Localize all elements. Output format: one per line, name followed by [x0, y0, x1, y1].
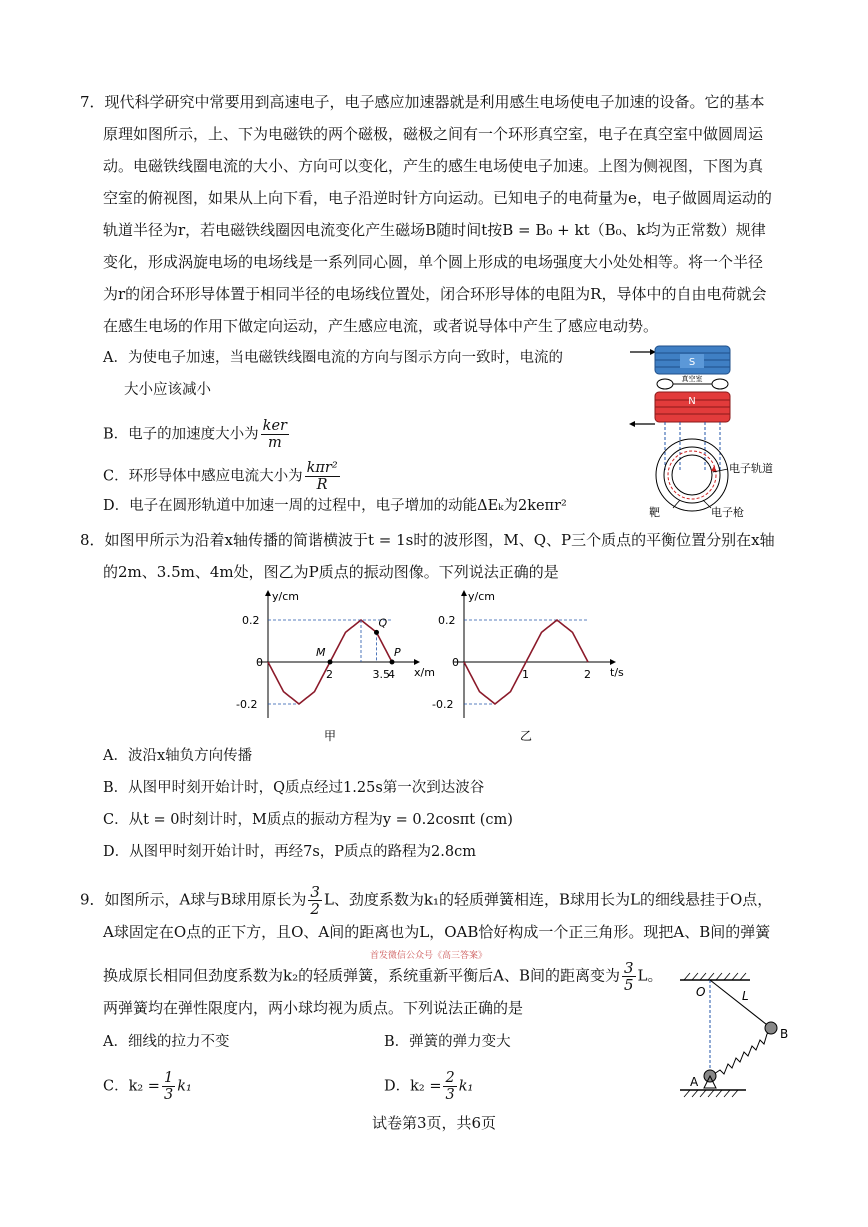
point-marker: [328, 660, 333, 665]
x-axis-label: x/m: [414, 666, 435, 679]
point-marker: [374, 630, 379, 635]
gun-label: 电子枪: [711, 506, 744, 519]
chart-caption: 甲: [324, 729, 337, 743]
q7-line: 为r的闭合环形导体置于相同半径的电场线位置处，闭合环形导体的电阻为R，导体中的自由电荷就会: [103, 285, 767, 303]
q7-option-c[interactable]: [103, 460, 342, 493]
ball-b-label: B: [780, 1027, 789, 1041]
q9-text: 换成原长相同但劲度系数为k₂的轻质弹簧，系统重新平衡后A、B间的距离变为: [103, 966, 620, 985]
option-text: C．k₂ =: [103, 1078, 160, 1095]
q8-option-a[interactable]: A．波沿x轴负方向传播: [103, 748, 253, 764]
q8-line: 8．如图甲所示为沿着x轴传播的简谐横波于t = 1s时的波形图，M、Q、P三个质点的平衡位置分别在x轴: [80, 531, 775, 549]
y-axis-label: y/cm: [272, 590, 299, 603]
q9-text: 9．如图所示，A球与B球用原长为: [80, 890, 307, 909]
q9-line-4: 两弹簧均在弹性限度内，两小球均视为质点。下列说法正确的是: [103, 999, 524, 1017]
s-pole-coil: [655, 346, 730, 374]
s-label: S: [688, 357, 696, 368]
y-tick-label: 0.2: [438, 614, 456, 627]
option-text: k₁: [458, 1078, 474, 1095]
q9-text: L。: [637, 966, 663, 985]
q9-line-2: A球固定在O点的正下方，且O、A间的距离也为L，OAB恰好构成一个正三角形。现把A、B间的弹簧: [103, 923, 771, 941]
q9-option-a[interactable]: A．细线的拉力不变: [103, 1034, 230, 1050]
point-marker: [390, 660, 395, 665]
x-tick-label: 1: [522, 668, 529, 681]
ball-a-label: A: [690, 1075, 699, 1089]
x-axis-label: t/s: [610, 666, 624, 679]
y-axis-arrow: [461, 590, 467, 596]
q7-line: 动。电磁铁线圈电流的大小、方向可以变化，产生的感生电场使电子加速。上图为侧视图，下图为真: [103, 157, 764, 175]
option-text: D．k₂ =: [384, 1078, 442, 1095]
q7-line: 空室的俯视图，如果从上向下看，电子沿逆时针方向运动。已知电子的电荷量为e，电子做圆周运动的: [103, 189, 772, 207]
option-text: B．电子的加速度大小为: [103, 426, 259, 443]
y-tick-label: 0.2: [242, 614, 260, 627]
vacuum-label: 真空室: [681, 375, 703, 383]
orbit-label: 电子轨道: [729, 462, 773, 475]
x-axis-arrow: [610, 659, 616, 665]
chart-caption: 乙: [520, 729, 533, 743]
q7-line: 轨道半径为r，若电磁铁线圈因电流变化产生磁场B随时间t按B = B₀ + kt（B₀、k均为正常数）规律: [103, 221, 766, 239]
q9-text: L、劲度系数为k₁的轻质弹簧相连，B球用长为L的细线悬挂于O点，: [323, 890, 773, 909]
point-label: P: [394, 646, 401, 659]
point-label: M: [316, 646, 326, 659]
x-axis-arrow: [414, 659, 420, 665]
q9-option-d[interactable]: [384, 1070, 473, 1103]
wave-graph-jia: [232, 588, 435, 743]
q7-figure: [625, 340, 795, 520]
q7-option-a-cont: 大小应该减小: [124, 382, 211, 398]
option-text: C．环形导体中感应电流大小为: [103, 468, 303, 485]
y-tick-label: 0: [452, 656, 459, 669]
n-pole-coil: [655, 392, 730, 422]
y-tick-label: 0: [256, 656, 263, 669]
fraction: $\frac{\text{ker}}{m}$: [262, 418, 287, 451]
y-tick-label: -0.2: [236, 698, 258, 711]
x-tick-label: 3.5: [372, 668, 390, 681]
top-view: [656, 439, 728, 511]
length-l-label: L: [742, 989, 749, 1003]
option-text: k₁: [177, 1078, 192, 1095]
q7-option-b[interactable]: [103, 418, 291, 451]
fraction: $\frac{1}{3}$: [163, 1070, 174, 1103]
q9-option-b[interactable]: B．弹簧的弹力变大: [384, 1034, 511, 1050]
watermark: 首发微信公众号《高三答案》: [370, 951, 488, 961]
vibration-graph-yi: [428, 588, 628, 743]
q7-line: 在感生电场的作用下做定向运动，产生感应电流，或者说导体中产生了感应电动势。: [103, 317, 659, 335]
q8-option-c[interactable]: C．从t = 0时刻计时，M质点的振动方程为y = 0.2cosπt (cm): [103, 812, 513, 828]
x-tick-label: 2: [326, 668, 333, 681]
vacuum-chamber: [657, 374, 728, 389]
q8-line: 的2m、3.5m、4m处，图乙为P质点的振动图像。下列说法正确的是: [103, 563, 559, 581]
q7-option-d[interactable]: D．电子在圆形轨道中加速一周的过程中，电子增加的动能ΔEₖ为2keπr²: [103, 498, 567, 514]
fraction: $\frac{3}{5}$: [623, 959, 634, 994]
q9-option-c[interactable]: [103, 1070, 192, 1103]
target-label: 靶: [649, 506, 660, 519]
x-tick-label: 4: [388, 668, 395, 681]
y-tick-label: -0.2: [432, 698, 454, 711]
page-footer: 试卷第3页，共6页: [371, 1114, 497, 1132]
q7-option-a[interactable]: A．为使电子加速，当电磁铁线圈电流的方向与图示方向一致时，电流的: [103, 350, 563, 366]
q8-option-b[interactable]: B．从图甲时刻开始计时，Q质点经过1.25s第一次到达波谷: [103, 780, 485, 796]
q8-option-d[interactable]: D．从图甲时刻开始计时，再经7s，P质点的路程为2.8cm: [103, 844, 476, 860]
x-tick-label: 2: [584, 668, 591, 681]
q7-line: 原理如图所示，上、下为电磁铁的两个磁极，磁极之间有一个环形真空室，电子在真空室中做圆周运: [103, 125, 764, 143]
y-axis-label: y/cm: [468, 590, 495, 603]
q7-line: 变化，形成涡旋电场的电场线是一系列同心圆，单个圆上形成的电场强度大小处处相等。将一个半径: [103, 253, 764, 271]
q9-figure: [672, 968, 802, 1108]
n-label: N: [688, 396, 696, 407]
fraction: $\frac{\text{kπr²}}{R}$: [306, 460, 338, 493]
fraction: $\frac{3}{2}$: [310, 883, 320, 918]
q9-line-1: [80, 884, 772, 917]
q7-line: 7．现代科学研究中常要用到高速电子，电子感应加速器就是利用感生电场使电子加速的设备。它的基本: [80, 93, 765, 111]
fraction: $\frac{2}{3}$: [445, 1070, 455, 1103]
q9-line-3: [103, 960, 662, 993]
point-o-label: O: [696, 985, 706, 999]
point-label: Q: [378, 616, 388, 630]
y-axis-arrow: [265, 590, 271, 596]
